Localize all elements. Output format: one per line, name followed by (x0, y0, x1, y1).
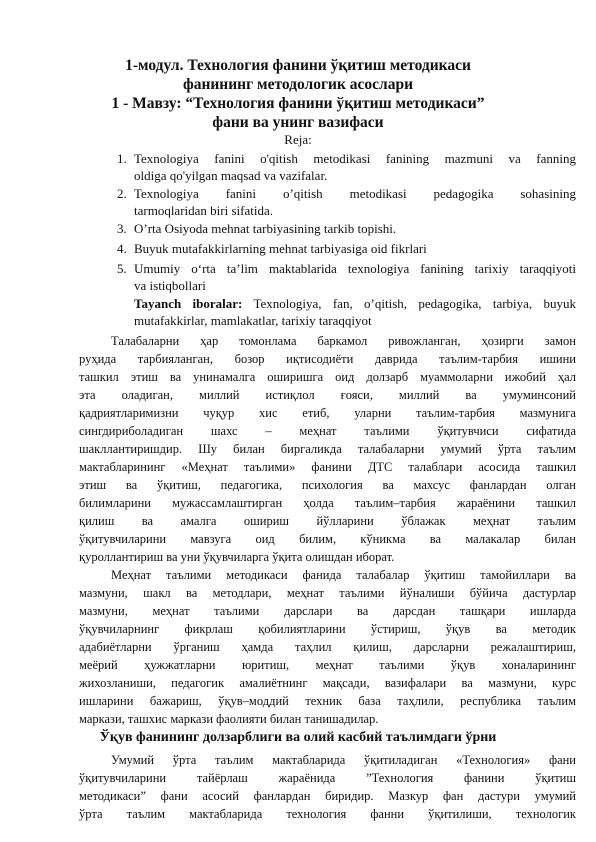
paragraph-line: маркази, ташхис маркази фаолияти билан танишадилар. (79, 712, 379, 726)
topic-subtitle: фани ва унинг вазифаси (212, 114, 384, 131)
keywords-line (134, 295, 576, 312)
plan-item-text: va istiqbollari (134, 278, 206, 293)
module-subtitle: фанининг методологик асослари (182, 76, 414, 93)
paragraph-line: жихозланиши, педагогик амалиётнинг мақсади, вазифалари ва мазмуни, курс (79, 676, 576, 690)
keywords-label: Tayanch iboralar: (134, 296, 243, 311)
paragraph-line: қуроллантириш ва уни ўқувчиларга ўқита олишдан иборат. (79, 550, 395, 564)
section-heading: Ўқув фанининг долзарблиги ва олий касбий таълимдаги ўрни (99, 730, 497, 745)
plan-item-text: tarmoqlaridan biri sifatida. (134, 203, 273, 218)
paragraph-line: Талабаларни ҳар томонлама баркамол ривожланган, ҳозирги замон (111, 334, 576, 348)
plan-item-text: Texnologiya fanini o’qitish metodikasi pedagogika sohasining (134, 186, 576, 201)
paragraph-line: қилиш ва амалга ошириш йўлларини ўблажак меҳнат таълим (79, 514, 576, 528)
paragraph-line: мазмуни, меҳнат таълими дарслари ва дарсдан ташқари ишларда (79, 604, 576, 618)
keywords-text: Texnologiya, fan, o’qitish, pedagogika, tarbiya, buyuk (242, 296, 577, 311)
paragraph-line: Умумий ўрта таълим мактабларида ўқитиладиган «Технология» фани (111, 753, 576, 767)
plan-item-text: Umumiy o‘rta ta’lim maktablarida texnologiya fanining tarixiy taraqqiyoti (134, 261, 576, 276)
topic-title: 1 - Мавзу: “Технология фанини ўқитиш методикаси” (111, 95, 485, 112)
paragraph-line: қадриятларимизни чуқур хис етиб, уларни таълим-тарбия мазмунига (79, 406, 576, 420)
paragraph-line: этиш ва ўқитиш, педагогика, психология ва махсус фанлардан олган (79, 478, 576, 492)
plan-heading: Reja: (284, 132, 312, 147)
paragraph-line: эта оладиган, миллий истиқлол ғояси, миллий ва умуминсоний (79, 388, 576, 402)
paragraph-line: Меҳнат таълими методикаси фанида талабалар ўқитиш тамойиллари ва (111, 568, 576, 582)
plan-item-number: 2. (117, 186, 127, 201)
plan-item-text: Buyuk mutafakkirlarning mehnat tarbiyasiga oid fikrlari (134, 241, 427, 256)
paragraph-line: сингдириболадиган шахс – меҳнат таълими ўқитувчиси сифатида (79, 424, 576, 438)
plan-item-text: Texnologiya fanini o'qitish metodikasi fanining mazmuni va fanning (134, 151, 576, 166)
paragraph-line: ўқитувчиларини мавзуга оид билим, кўникма ва малакалар билан (79, 532, 576, 546)
paragraph-line: шакллантиришдир. Шу билан биргаликда талабаларни умумий ўрта таълим (79, 442, 576, 456)
paragraph-line: ўқувчиларнинг фикрлаш қобилиятларини ўстириш, ўқув ва методик (79, 622, 576, 636)
plan-item-number: 3. (117, 221, 127, 236)
paragraph-line: методикаси” фани асосий фанлардан биридир. Мазкур фан дастури умумий (79, 789, 576, 803)
paragraph-line: мактабларининг «Меҳнат таълими» фанини ДТС талаблари асосида ташкил (79, 460, 576, 474)
plan-item-text: oldiga qo'yilgan maqsad va vazifalar. (134, 168, 328, 183)
plan-item-text: O’rta Osiyoda mehnat tarbiyasining tarkib topishi. (134, 221, 397, 236)
paragraph-line: ўқитувчиларини тайёрлаш жараёнида ”Технология фанини ўқитиш (79, 771, 576, 785)
paragraph-line: ташкил этиш ва унинамалга оширишга оид долзарб муаммоларни ижобий ҳал (79, 370, 576, 384)
paragraph-line: ўрта таълим мактабларида технология фанни ўқитилиши, технологик (79, 807, 576, 821)
keywords-line: mutafakkirlar, mamlakatlar, tarixiy taraqqiyot (134, 313, 372, 328)
plan-item-number: 4. (117, 241, 127, 256)
paragraph-line: адабиётларни ўрганиш ҳамда таҳлил қилиш, дарсларни режалаштириш, (79, 640, 576, 654)
module-title: 1-модул. Технология фанини ўқитиш методикаси (125, 57, 471, 74)
paragraph-line: ишларини бажариш, ўқув–моддий техник база таҳлили, республика таълим (79, 694, 576, 708)
paragraph-line: мазмуни, шакл ва методлари, меҳнат таълими йўналиши бўйича дастурлар (79, 586, 576, 600)
plan-item-number: 5. (117, 261, 127, 276)
paragraph-line: руҳида тарбияланган, бозор иқтисодиёти даврида таълим-тарбия ишини (79, 352, 576, 366)
paragraph-line: билимларини мужассамлаштирган ҳолда таълим–тарбия жараёнини ташкил (79, 496, 576, 510)
plan-item-number: 1. (117, 151, 127, 166)
paragraph-line: меёрий ҳужжатларни юритиш, меҳнат таълими ўқув хоналарининг (79, 658, 576, 672)
